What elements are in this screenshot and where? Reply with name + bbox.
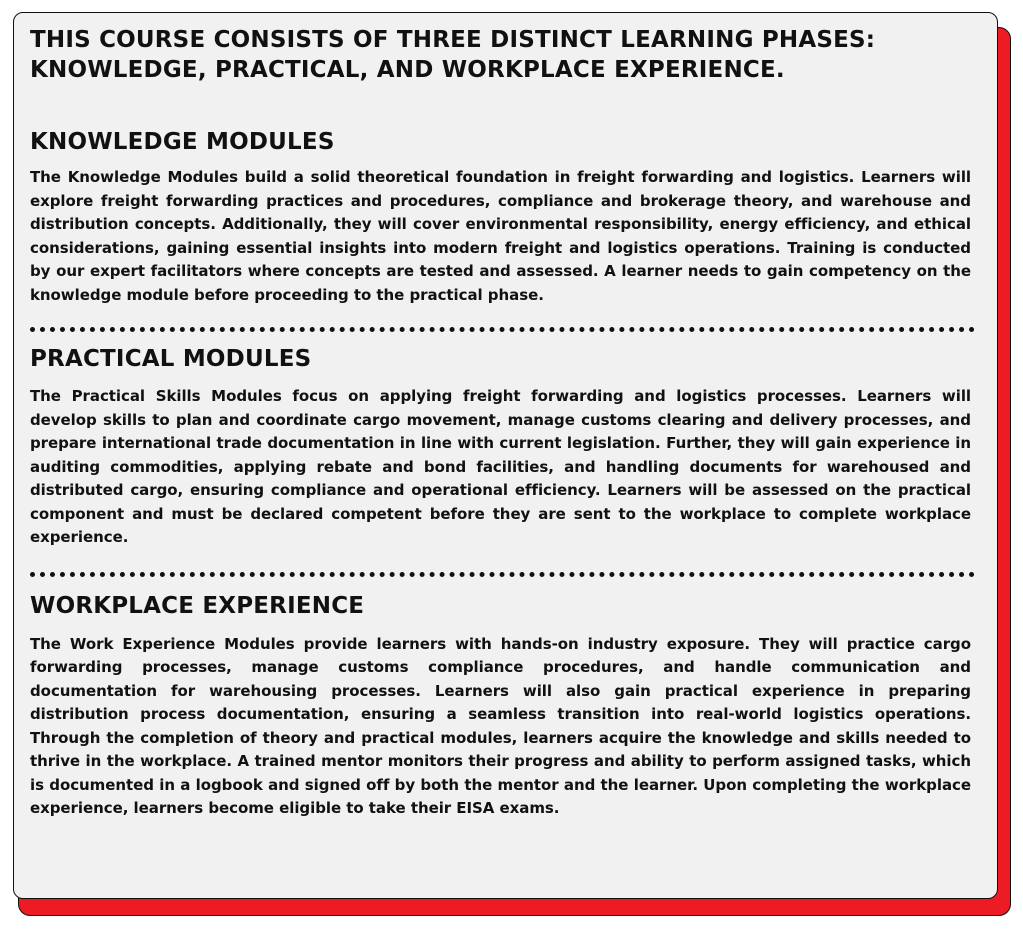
dotted-divider <box>30 572 975 577</box>
workplace-experience-text: The Work Experience Modules provide learners with hands-on industry exposure. They will practice cargo forwarding processes, manage customs compliance procedures, and handle communication and documentation for warehousing processes. Learners will also gain practical experience in preparing distribution process documentation, ensuring a seamless transition into real-world logistics operations. Through the completion of theory and practical modules, learners acquire the knowledge and skills needed to thrive in the workplace. A trained mentor monitors their progress and ability to perform assigned tasks, which is documented in a logbook and signed off by both the mentor and the learner. Upon completing the workplace experience, learners become eligible to take their EISA exams. <box>30 634 971 817</box>
practical-modules-text: The Practical Skills Modules focus on applying freight forwarding and logistics processes. Learners will develop skills to plan and coordinate cargo movement, manage customs clearing and delivery processes, and prepare international trade documentation in line with current legislation. Further, they will gain experience in auditing commodities, applying rebate and bond facilities, and handling documents for warehoused and distributed cargo, ensuring compliance and operational efficiency. Learners will be assessed on the practical component and must be declared competent before they are sent to the workplace to complete workplace experience. <box>30 387 971 546</box>
knowledge-modules-title: KNOWLEDGE MODULES <box>30 129 335 155</box>
dotted-divider <box>30 327 975 332</box>
knowledge-modules-text: The Knowledge Modules build a solid theoretical foundation in freight forwarding and logistics. Learners will explore freight forwarding practices and procedures, compliance and brokerage theory, and warehouse and distribution concepts. Additionally, they will cover environmental responsibility, energy efficiency, and ethical considerations, gaining essential insights into modern freight and logistics operations. Training is conducted by our expert facilitators where concepts are tested and assessed. A learner needs to gain competency on the knowledge module before proceeding to the practical phase. <box>30 168 971 304</box>
practical-modules-title: PRACTICAL MODULES <box>30 346 312 372</box>
intro-heading: THIS COURSE CONSISTS OF THREE DISTINCT LEARNING PHASES: KNOWLEDGE, PRACTICAL, AND WORKPLACE EXPERIENCE. <box>30 27 876 83</box>
workplace-experience-title: WORKPLACE EXPERIENCE <box>30 592 365 619</box>
content-card <box>13 12 998 899</box>
